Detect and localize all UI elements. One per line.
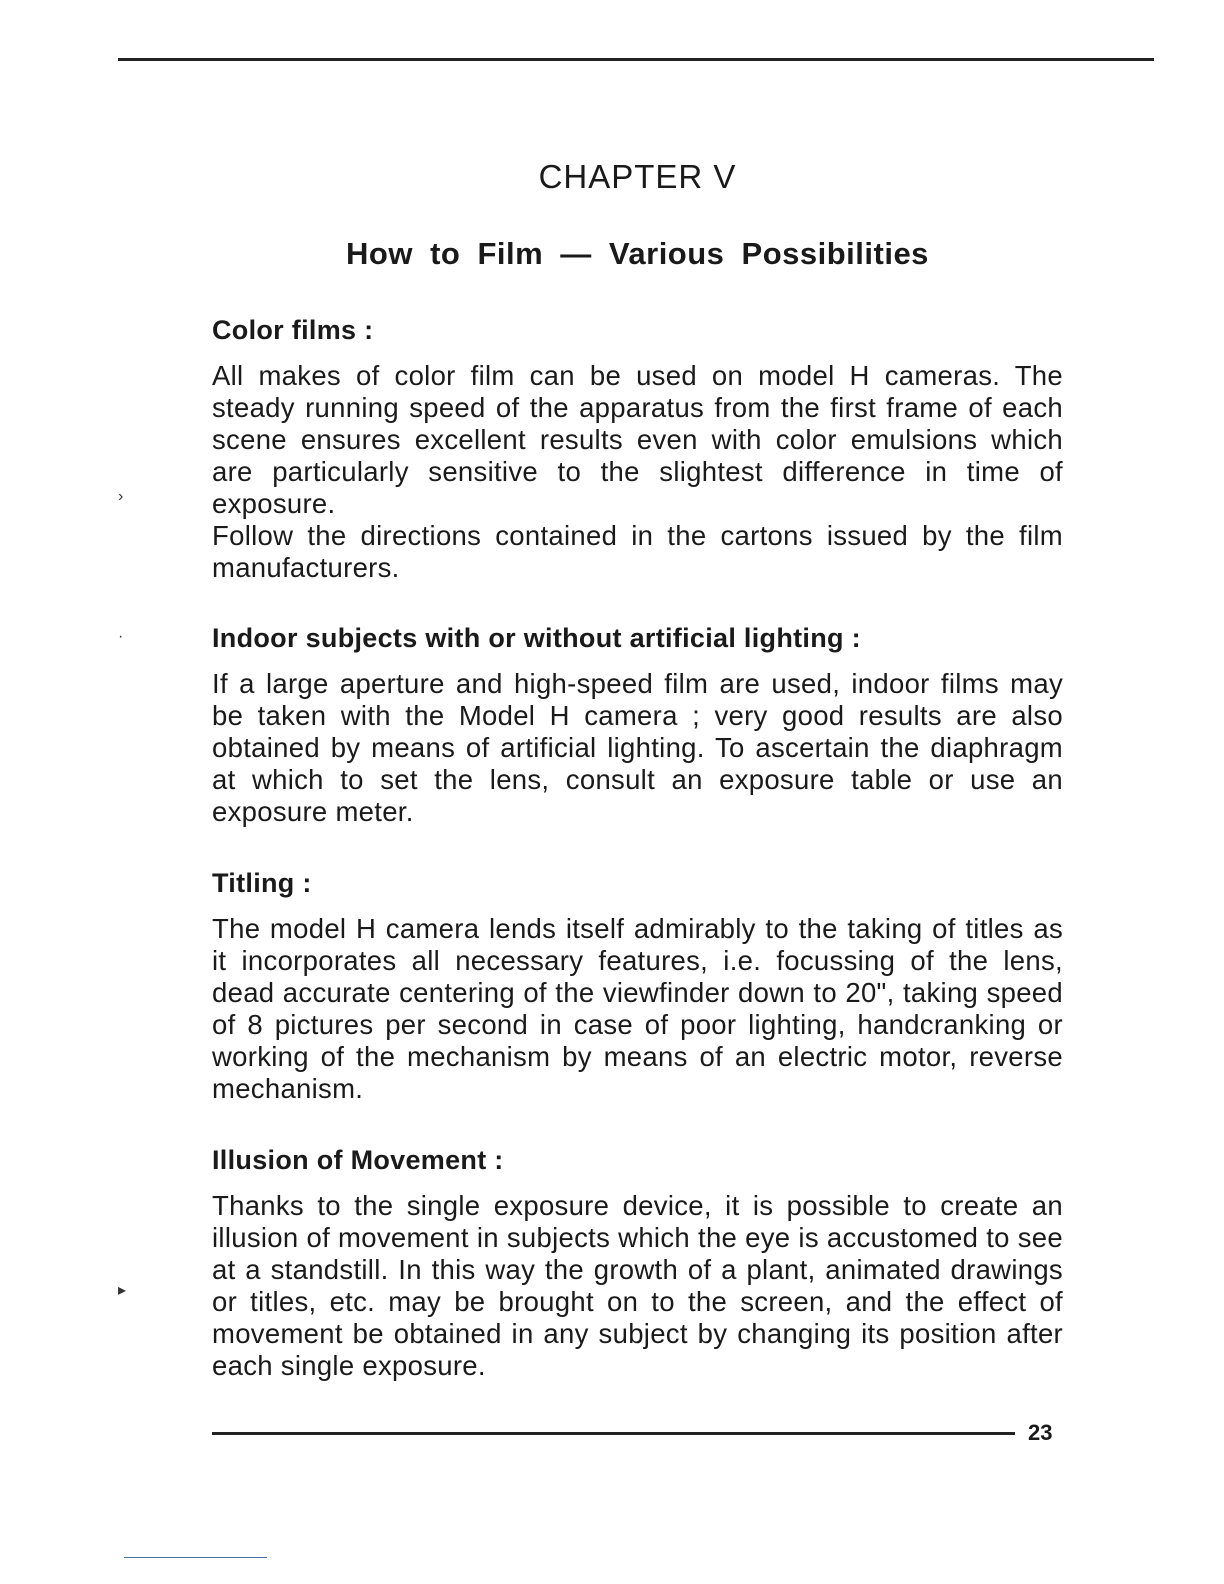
page-number: 23 bbox=[1028, 1420, 1053, 1445]
chapter-label: CHAPTER V bbox=[538, 158, 737, 195]
section-illusion-of-movement bbox=[212, 1144, 1063, 1382]
section-color-films bbox=[212, 314, 1063, 584]
section-titling bbox=[212, 867, 1063, 1105]
section-paragraph: The model H camera lends itself admirably to the taking of titles as it incorporates all necessary features, i.e. focussing of the lens, dead accurate centering of the viewfinder down to 20", taking speed of 8 pictures per second in case of poor lighting, handcranking or working of the mechanism by means of an electric motor, reverse mechanism. bbox=[212, 913, 1063, 1104]
margin-mark-icon: › bbox=[118, 488, 124, 505]
bottom-rule bbox=[212, 1432, 1015, 1435]
section-heading: Titling : bbox=[212, 868, 312, 898]
chapter-title: How to Film — Various Possibilities bbox=[346, 236, 929, 271]
scan-edge-line bbox=[124, 1557, 267, 1558]
section-indoor-subjects bbox=[212, 622, 1063, 828]
section-heading: Illusion of Movement : bbox=[212, 1145, 504, 1175]
section-paragraph: Thanks to the single exposure device, it is possible to create an illusion of movement in subjects which the eye is accustomed to see at a standstill. In this way the growth of a plant, animated drawings or titles, etc. may be brought on to the screen, and the effect of movement be obtained in any subject by changing its position after each single exposure. bbox=[212, 1190, 1063, 1381]
section-heading: Color films : bbox=[212, 315, 374, 345]
margin-dot-icon: · bbox=[118, 628, 124, 645]
section-heading: Indoor subjects with or without artificial lighting : bbox=[212, 623, 861, 653]
section-paragraph: All makes of color film can be used on model H cameras. The steady running speed of the apparatus from the first frame of each scene ensures excellent results even with color emulsions which are particularly sensitive to the slightest difference in time of exposure. bbox=[212, 360, 1063, 519]
margin-arrow-icon: ▸ bbox=[118, 1282, 127, 1299]
section-paragraph: Follow the directions contained in the cartons issued by the film manufacturers. bbox=[212, 520, 1063, 583]
top-rule bbox=[118, 58, 1154, 61]
section-paragraph: If a large aperture and high-speed film are used, indoor films may be taken with the Model H camera ; very good results are also obtained by means of artificial lighting. To ascertain the diaphragm at which to set the lens, consult an exposure table or use an exposure meter. bbox=[212, 668, 1063, 827]
